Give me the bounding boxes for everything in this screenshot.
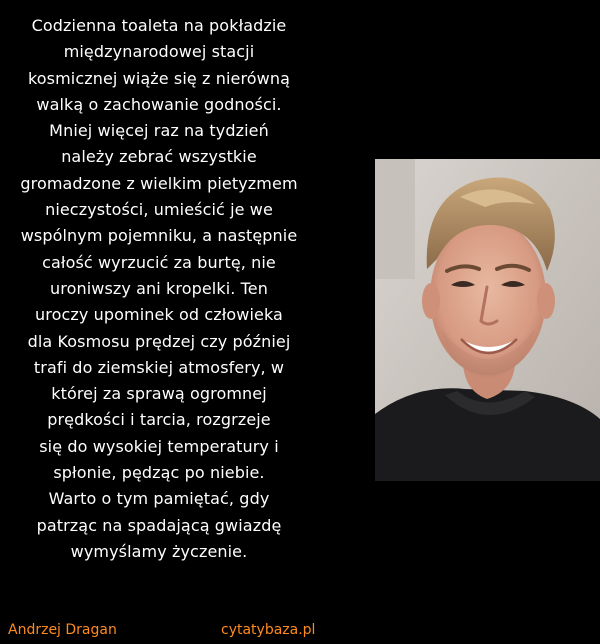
quote-line: się do wysokiej temperatury i: [39, 436, 279, 456]
author-portrait-photo: [375, 159, 600, 481]
quote-line: uroczy upominek od człowieka: [35, 305, 283, 325]
quote-line: dla Kosmosu prędzej czy później: [27, 331, 291, 351]
quote-line: międzynarodowej stacji: [63, 42, 255, 62]
quote-line: gromadzone z wielkim pietyzmem: [20, 173, 298, 193]
quote-line: całość wyrzucić za burtę, nie: [42, 252, 276, 272]
portrait-illustration: [375, 159, 600, 481]
quote-line: kosmicznej wiąże się z nierówną: [28, 68, 290, 88]
quote-line: należy zebrać wszystkie: [61, 147, 257, 167]
quote-line: Warto o tym pamiętać, gdy: [48, 489, 270, 509]
quote-line: nieczystości, umieścić je we: [45, 200, 273, 220]
quote-line: patrząc na spadającą gwiazdę: [36, 515, 282, 535]
quote-line: trafi do ziemskiej atmosfery, w: [33, 357, 285, 377]
quote-line: wspólnym pojemniku, a następnie: [20, 226, 298, 246]
quote-line: której za sprawą ogromnej: [51, 384, 267, 404]
quote-line: prędkości i tarcia, rozgrzeje: [47, 410, 271, 430]
site-name[interactable]: cytatybaza.pl: [221, 622, 316, 638]
quote-line: wymyślamy życzenie.: [70, 541, 248, 561]
quote-line: walką o zachowanie godności.: [36, 94, 282, 114]
quote-line: uroniwszy ani kropelki. Ten: [50, 278, 268, 298]
author-name[interactable]: Andrzej Dragan: [8, 622, 117, 638]
quote-line: Mniej więcej raz na tydzień: [49, 121, 269, 141]
quote-text: [0, 13, 318, 565]
quote-line: spłonie, pędząc po niebie.: [53, 463, 265, 483]
quote-line: Codzienna toaleta na pokładzie: [31, 16, 287, 35]
